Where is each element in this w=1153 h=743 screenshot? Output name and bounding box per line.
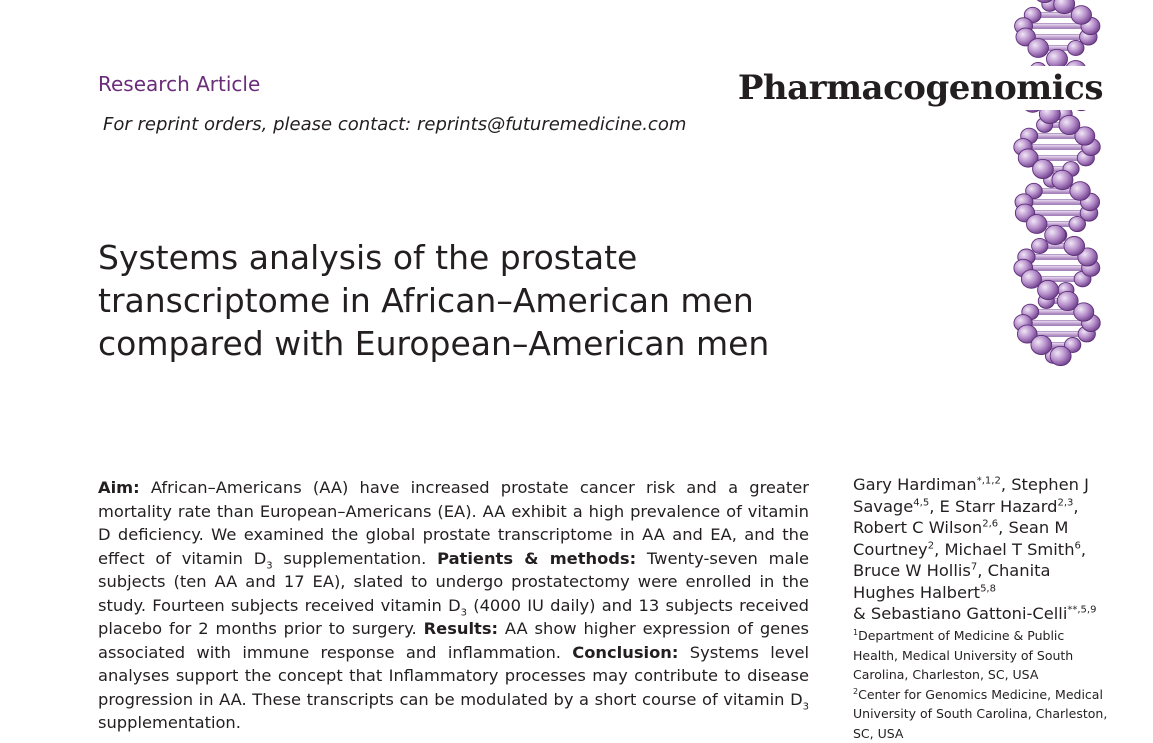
aim-text: African–Americans (AA) have increased prostate cancer risk and a greater mortality rate than European–Americans (EA). AA exhibit a high prevalence of vitamin D deficiency. We examined the global prostate transcriptome in AA and EA, and the effect of vitamin D — [98, 478, 809, 568]
author-name: Michael T Smith — [944, 539, 1075, 559]
title-line-3: compared with European–American men — [98, 324, 770, 363]
dna-bead — [1045, 225, 1066, 244]
affiliation-number: 2 — [853, 686, 859, 696]
dna-bead — [1031, 335, 1052, 354]
dna-bead — [1026, 215, 1047, 234]
article-title — [98, 236, 818, 365]
dna-rung — [1023, 145, 1091, 150]
subscript-3: 3 — [266, 559, 273, 571]
dna-bead — [1038, 280, 1059, 299]
article-type-label: Research Article — [98, 72, 261, 96]
dna-bead — [1071, 6, 1091, 25]
title-line-2: transcriptome in African–American men — [98, 281, 754, 320]
methods-text-end: (4000 IU daily) and 13 subjects received placebo for 2 months prior to surgery. — [98, 595, 809, 638]
dna-bead — [1050, 346, 1071, 365]
affiliation-number: 1 — [853, 627, 859, 637]
author-affiliation-marker: 2,6 — [982, 518, 999, 530]
results-text: AA show higher expression of genes associated with immune response and inflammation. — [98, 619, 810, 662]
methods-label: Patients & methods: — [437, 548, 637, 568]
dna-bead — [1059, 115, 1080, 134]
reprint-notice: For reprint orders, please contact: reprints@futuremedicine.com — [103, 114, 687, 135]
conclusion-text-end: supplementation. — [98, 713, 241, 732]
author-list — [853, 474, 1113, 625]
journal-title: Pharmacogenomics — [730, 66, 1103, 110]
author-affiliation-marker: *,1,2 — [976, 475, 1001, 487]
author-name: Chanita Hughes Halbert — [853, 561, 1051, 602]
dna-bead — [1033, 159, 1054, 178]
title-line-1: Systems analysis of the prostate — [98, 238, 638, 277]
author-separator: , — [929, 496, 940, 516]
author-name: E Starr Hazard — [939, 496, 1058, 516]
author-separator: , — [1073, 496, 1079, 516]
conclusion-text: Systems level analyses support the concept that Inflammatory processes may contribute to disease progression in AA. These transcripts can be modulated by a short course of vitamin D — [98, 642, 809, 709]
dna-bead — [1032, 238, 1048, 253]
affiliation-text: Center for Genomics Medicine, Medical University of South Carolina, Charleston, SC, USA — [853, 686, 1108, 741]
author-separator: , — [934, 539, 945, 559]
aim-label: Aim: — [98, 478, 140, 497]
author-name: & Sebastiano Gattoni-Celli — [853, 604, 1068, 623]
dna-bead — [1064, 236, 1085, 255]
author-affiliation-marker: 2 — [927, 540, 935, 552]
author-affiliation-marker: 7 — [970, 561, 978, 573]
author-separator: , — [998, 518, 1009, 537]
dna-bead — [1057, 291, 1078, 310]
author-affiliation-marker: 2,3 — [1057, 497, 1074, 509]
author-name: Robert C Wilson — [853, 518, 983, 537]
affiliation-text: Department of Medicine & Public Health, Medical University of South Carolina, Charleston, SC, USA — [853, 628, 1074, 682]
affiliation-item — [853, 626, 1113, 685]
author-affiliation-marker: **,5,9 — [1067, 604, 1097, 616]
results-label: Results: — [423, 619, 499, 638]
author-name: Sean M Courtney — [853, 518, 1069, 559]
affiliation-item — [853, 685, 1113, 743]
dna-bead — [1028, 39, 1049, 58]
abstract — [98, 476, 809, 735]
dna-bead — [1052, 170, 1073, 189]
author-separator: , — [1080, 539, 1087, 559]
affiliation-list — [853, 626, 1113, 743]
dna-bead — [1070, 182, 1090, 201]
author-separator: , — [1000, 475, 1012, 494]
methods-text: Twenty-seven male subjects (ten AA and 17 EA), slated to undergo prostatectomy were enrolled in the study. Fourteen subjects received vitamin D — [98, 548, 809, 615]
author-affiliation-marker: 5,8 — [980, 583, 996, 595]
subscript-3: 3 — [802, 700, 809, 712]
dna-helix-illustration — [1005, 0, 1109, 368]
aim-text-end: supplementation. — [272, 548, 438, 568]
conclusion-label: Conclusion: — [572, 642, 679, 662]
author-name: Stephen J Savage — [853, 475, 1089, 516]
author-affiliation-marker: 6 — [1074, 540, 1081, 552]
subscript-3: 3 — [460, 606, 468, 618]
author-separator: , — [977, 561, 988, 580]
author-affiliation-marker: 4,5 — [913, 497, 930, 509]
author-name: Bruce W Hollis — [853, 561, 971, 580]
author-name: Gary Hardiman — [853, 475, 977, 494]
